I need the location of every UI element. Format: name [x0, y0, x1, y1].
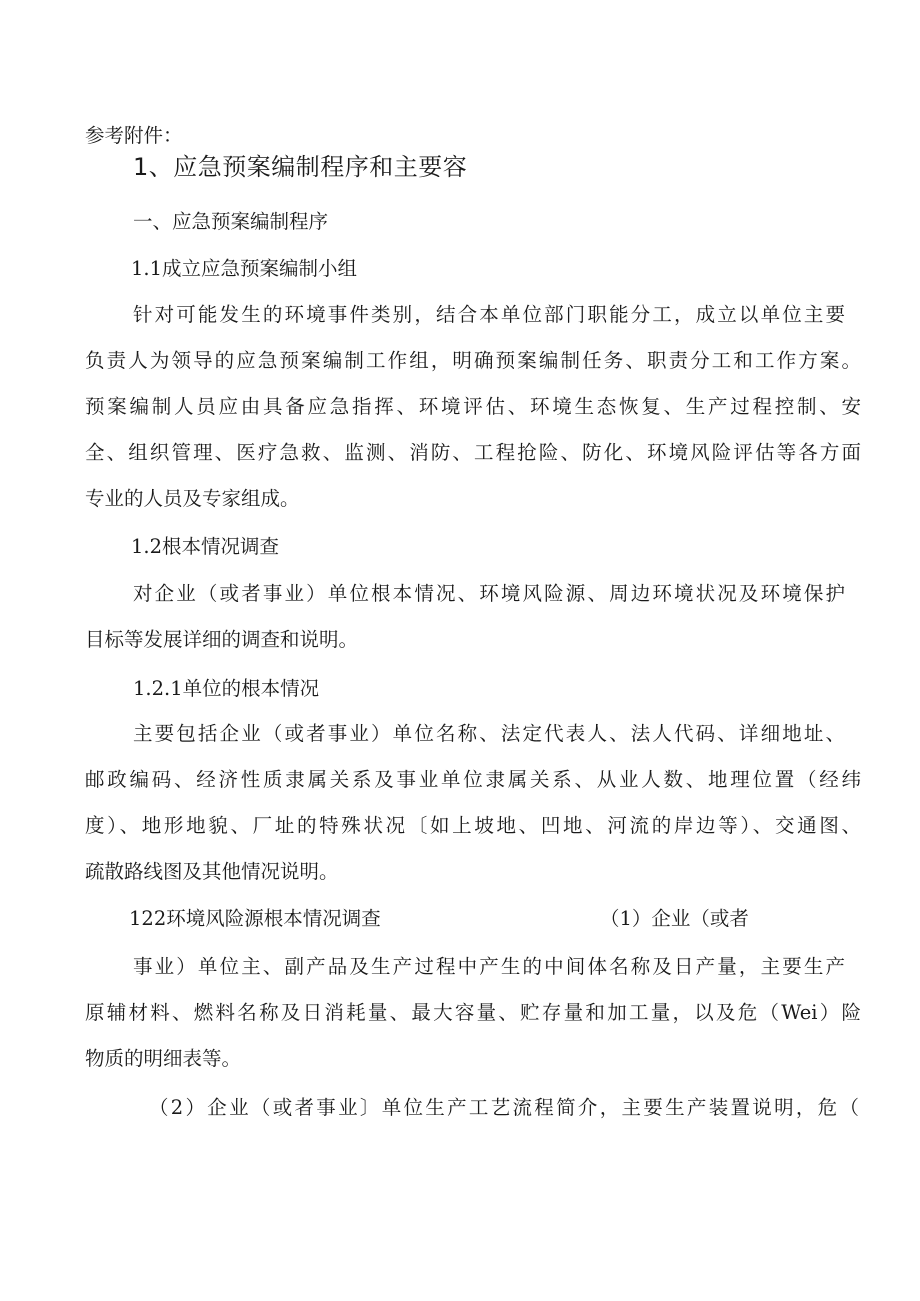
subsection-heading-1-2-1: 1.2.1单位的根本情况: [133, 677, 320, 700]
paragraph-line: 主要包括企业（或者事业）单位名称、法定代表人、法人代码、详细地址、: [133, 722, 845, 745]
paragraph-line: 原辅材料、燃料名称及日消耗量、最大容量、贮存量和加工量，以及危（Wei）险: [85, 1001, 861, 1024]
paragraph-line: 针对可能发生的环境事件类别，结合本单位部门职能分工，成立以单位主要: [133, 303, 845, 326]
paragraph-line: 对企业（或者事业）单位根本情况、环境风险源、周边环境状况及环境保护: [133, 582, 845, 605]
section-heading-1: 一、应急预案编制程序: [133, 210, 329, 233]
list-item-2: （2）企业（或者事业〕单位生产工艺流程简介，主要生产装置说明，危（: [149, 1096, 859, 1119]
paragraph-line: 全、组织管理、医疗急救、监测、消防、工程抢险、防化、环境风险评估等各方面: [85, 441, 861, 464]
paragraph-line: 疏散路线图及其他情况说明。: [85, 860, 339, 883]
subsection-heading-1-2-2: 122环境风险源根本情况调查: [129, 907, 381, 930]
paragraph-line: 邮政编码、经济性质隶属关系及事业单位隶属关系、从业人数、地理位置（经纬: [85, 768, 861, 791]
paragraph-line: 预案编制人员应由具备应急指挥、环境评估、环境生态恢复、生产过程控制、安: [85, 395, 861, 418]
paragraph-line: 事业）单位主、副产品及生产过程中产生的中间体名称及日产量，主要生产: [133, 955, 845, 978]
attachment-label: 参考附件：: [85, 124, 183, 147]
paragraph-line: 物质的明细表等。: [85, 1047, 242, 1070]
paragraph-line: 负责人为领导的应急预案编制工作组，明确预案编制任务、职责分工和工作方案。: [85, 349, 861, 372]
subsection-heading-1-1: 1.1成立应急预案编制小组: [131, 257, 358, 280]
list-item-1-start: （1）企业（或者: [600, 907, 749, 930]
document-title: 1、应急预案编制程序和主要容: [133, 153, 468, 181]
paragraph-line: 专业的人员及专家组成。: [85, 487, 300, 510]
subsection-heading-1-2: 1.2根本情况调查: [131, 535, 280, 558]
paragraph-line: 度）、地形地貌、厂址的特殊状况〔如上坡地、凹地、河流的岸边等）、交通图、: [85, 814, 861, 837]
paragraph-line: 目标等发展详细的调查和说明。: [85, 628, 359, 651]
